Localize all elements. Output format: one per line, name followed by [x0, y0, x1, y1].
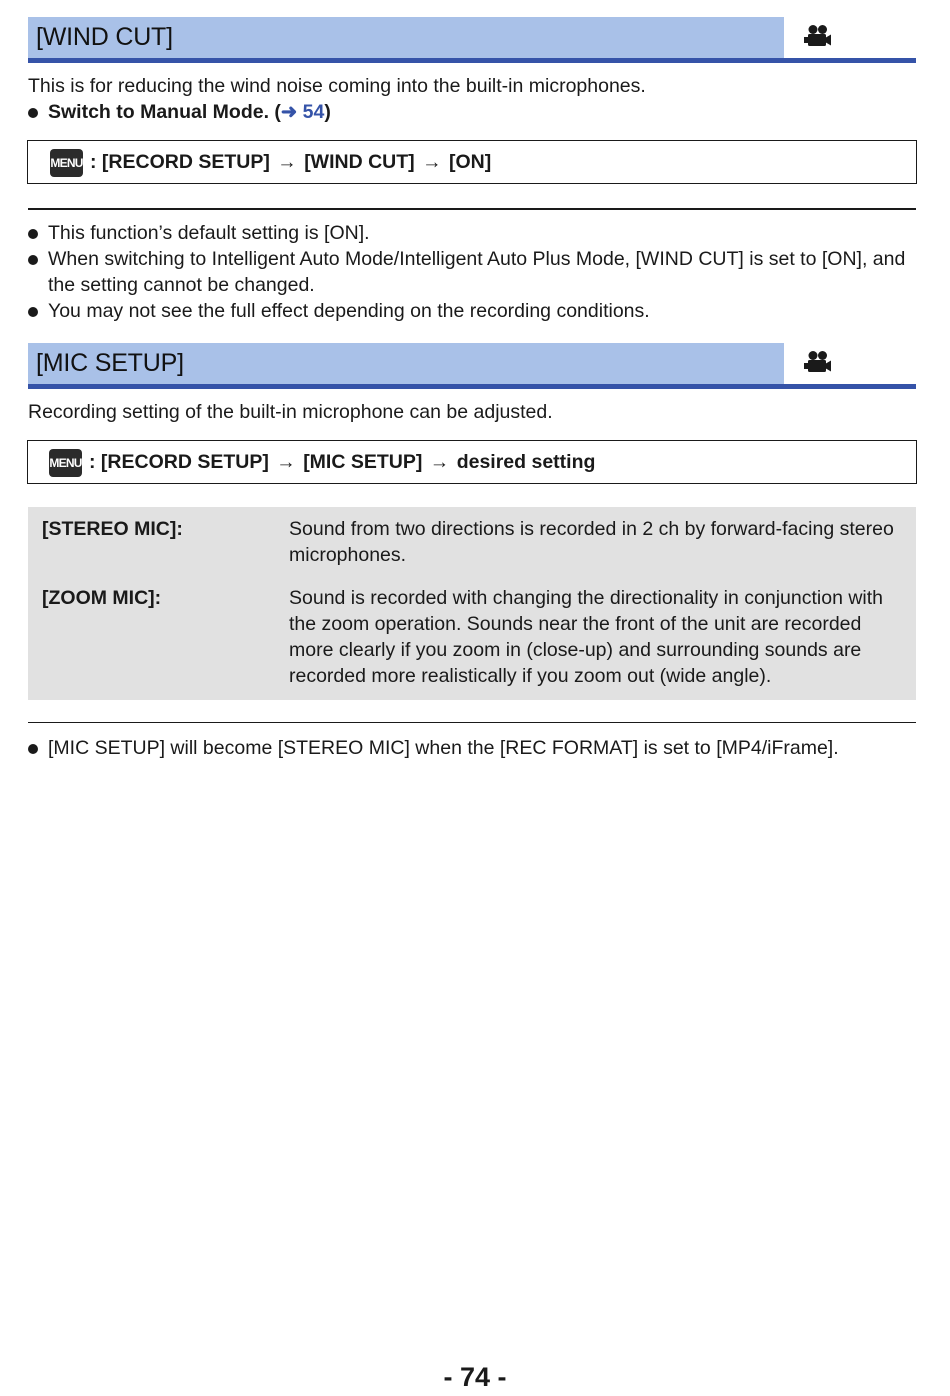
wind-cut-title: [WIND CUT] — [36, 23, 173, 51]
manual-mode-suffix: ) — [324, 101, 331, 123]
wind-cut-description: This is for reducing the wind noise coming into the built-in microphones. — [28, 75, 646, 97]
note-text: You may not see the full effect depending on the recording conditions. — [48, 300, 650, 322]
note-text: [MIC SETUP] will become [STEREO MIC] when the [REC FORMAT] is set to [MP4/iFrame]. — [48, 737, 839, 759]
menu-step-wind-cut: [WIND CUT] — [304, 151, 415, 173]
menu-step-record-setup: : [RECORD SETUP] — [89, 451, 269, 473]
mic-setup-menu-path-box — [27, 440, 917, 484]
bullet-dot — [28, 255, 38, 265]
menu-arrow: → — [429, 451, 450, 473]
bullet-dot — [28, 229, 38, 239]
wind-cut-menu-path — [90, 149, 491, 175]
video-camera-icon — [804, 350, 832, 374]
wind-cut-header-rule — [28, 58, 916, 63]
menu-step-desired-setting: desired setting — [456, 451, 596, 473]
mic-setting-table — [28, 507, 916, 700]
mic-setup-description: Recording setting of the built-in microphone can be adjusted. — [28, 401, 553, 423]
menu-arrow: → — [422, 151, 442, 173]
menu-step-on: [ON] — [449, 151, 492, 173]
note-text: This function’s default setting is [ON]. — [48, 222, 370, 244]
wind-cut-menu-path-box — [27, 140, 917, 184]
note-text: When switching to Intelligent Auto Mode/Intelligent Auto Plus Mode, [WIND CUT] is set to [ON], and the setting cannot be changed. — [48, 248, 906, 296]
page-link-54[interactable]: 54 — [297, 101, 325, 123]
menu-arrow: → — [276, 451, 296, 473]
video-camera-icon — [804, 24, 832, 48]
notes-divider — [28, 208, 916, 210]
menu-icon: MENU — [50, 149, 83, 177]
wind-cut-header — [28, 17, 916, 63]
manual-mode-label: Switch to Manual Mode. ( — [48, 101, 281, 123]
menu-arrow: → — [277, 151, 297, 173]
mic-setup-menu-path — [89, 449, 595, 475]
menu-step-record-setup: : [RECORD SETUP] — [90, 151, 270, 173]
mic-setup-header-rule — [28, 384, 916, 389]
wind-cut-title-bar — [28, 17, 784, 59]
bullet-dot — [28, 108, 38, 118]
setting-name: [STEREO MIC]: — [42, 518, 183, 540]
setting-name: [ZOOM MIC]: — [42, 587, 162, 609]
menu-icon: MENU — [49, 449, 82, 477]
menu-step-mic-setup: [MIC SETUP] — [303, 451, 423, 473]
mic-setup-header — [28, 343, 916, 389]
mic-setup-title-bar — [28, 343, 784, 385]
bullet-dot — [28, 744, 38, 754]
page-number: - 74 - — [443, 1362, 507, 1392]
setting-description: Sound from two directions is recorded in 2 ch by forward-facing stereo microphones. — [289, 518, 894, 566]
setting-description: Sound is recorded with changing the directionality in conjunction with the zoom operation. Sounds near the front of the unit are recorded more clearly if you zoom in (close-up) and surrounding sounds are recorded more realistically if you zoom out (wide angle). — [289, 587, 884, 687]
mic-setup-title: [MIC SETUP] — [36, 349, 184, 377]
bullet-dot — [28, 307, 38, 317]
notes-divider — [28, 722, 916, 723]
page-link-arrow[interactable]: ➜ — [280, 101, 298, 123]
